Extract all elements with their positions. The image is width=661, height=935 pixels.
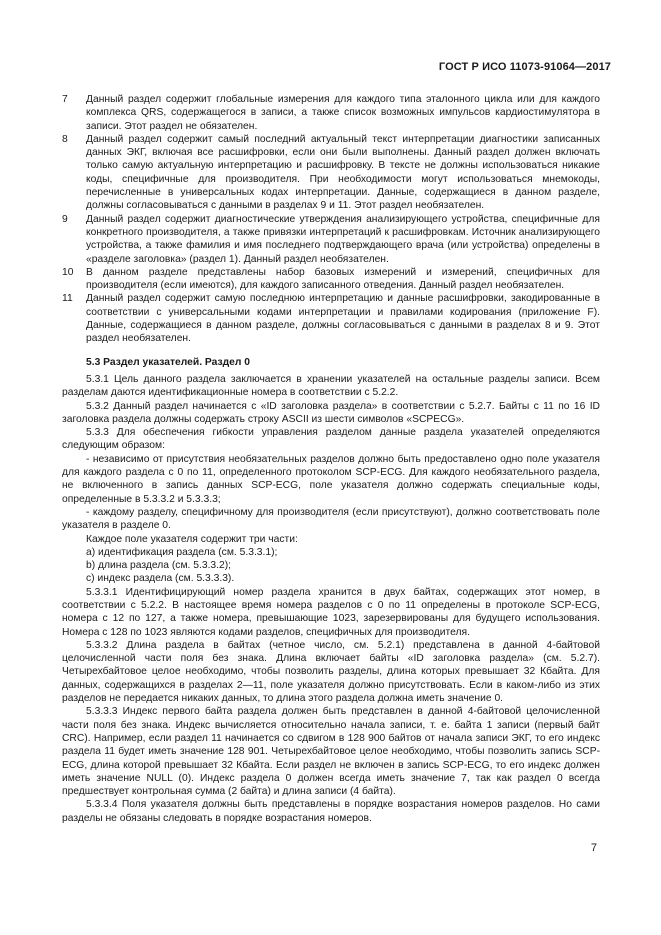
paragraph: 5.3.3.2 Длина раздела в байтах (четное число, см. 5.2.1) представлена в данной 4-байтовой целочисленной части поля без знака. Длина включает байты «ID заголовка раздела» (см. 5.2.7). Четырехбайтовое целое необходимо, чтобы позволить разделы, длина которых превышает 32 Кбайта. Для данных, содержащихся в разделах 2—11, поле указателя должно присутствовать. Если в каком-либо из этих разделов не передается никаких данных, то длина этого раздела должна иметь значение 0. [62, 639, 600, 705]
list-item-number: 8 [62, 133, 68, 145]
paragraph: с) индекс раздела (см. 5.3.3.3). [86, 573, 235, 585]
paragraph: 5.3.3.3 Индекс первого байта раздела должен быть представлен в данной 4-байтовой целочисленной части поля без знака. Индекс вычисляется относительно начала записи, т. е. байта 1 записи (первый байт CRC). Например, если раздел 11 начинается со сдвигом в 128 900 байтов от начала записи ЭКГ, то его индекс раздела 11 будет иметь значение 128 901. Четырехбайтовое целое необходимо, чтобы позволить запись SCP-ECG, длина которой превышает 32 Кбайта. Если раздел не включен в запись SCP-ECG, то его индекс должен иметь значение NULL (0). Индекс раздела 0 должен всегда иметь значение 7, так как раздел 0 всегда предшествует контрольная сумма (2 байта) и длина записи (4 байта). [62, 706, 600, 798]
list-item-number: 10 [62, 266, 74, 278]
paragraph: 5.3.1 Цель данного раздела заключается в хранении указателей на остальные разделы записи. Всем разделам даются идентификационные номера в соответствии с 5.2.2. [62, 373, 600, 399]
list-item-number: 7 [62, 94, 68, 105]
document-header: ГОСТ Р ИСО 11073-91064—2017 [438, 61, 611, 73]
paragraph: 5.3.3.1 Идентифицирующий номер раздела хранится в двух байтах, содержащих этот номер, в соответствии с 5.2.2. В настоящее время номера разделов с 0 по 11 определены в протоколе SCP-ECG, номера с 12 по 127, а также номера, превышающие 1023, зарезервированы для будущего использования. Номера с 128 по 1023 являются кодами разделов, специфичных для производителя. [62, 586, 600, 638]
list-item-text: Данный раздел содержит диагностические утверждения анализирующего устройства, специфичные для конкретного производителя, а также привязки интерпретаций к расшифровкам. Источник анализирующего устройства, а также фамилия и имя последнего подтверждающего врача (или устройства) определены в «разделе заголовка» (раздел 1). Данный раздел необязателен. [86, 213, 600, 265]
paragraph: а) идентификация раздела (см. 5.3.3.1); [86, 546, 278, 558]
paragraph: - независимо от присутствия необязательных разделов должно быть предоставлено одно поле указателя для каждого раздела с 0 по 11, определенного протоколом SCP-ECG. Для каждого необязательного раздела, не включенного в запись данных SCP-ECG, поле указателя должно содержать специальные коды, определенные в 5.3.3.2 и 5.3.3.3; [62, 453, 600, 505]
list-item-number: 11 [62, 293, 73, 305]
paragraph: 5.3.2 Данный раздел начинается с «ID заголовка раздела» в соответствии с 5.2.7. Байты с 11 по 16 ID заголовка раздела должны содержать строку ASCII из шести символов «SCPECG». [62, 400, 600, 425]
list-item-text: Данный раздел содержит самую последнюю интерпретацию и данные расшифровки, закодированные в соответствии с универсальными кодами интерпретации и правилами кодирования (приложение F). Данные, содержащиеся в данном разделе, должны согласовываться с данными в разделах 8 и 9. Этот раздел необязателен. [86, 293, 600, 345]
list-item [62, 266, 600, 293]
page-number: 7 [590, 842, 597, 854]
list-item [62, 133, 600, 213]
list-item [62, 93, 600, 133]
list-item [62, 292, 600, 345]
list-item-number: 9 [62, 213, 68, 225]
list-item-text: Данный раздел содержит глобальные измерения для каждого типа эталонного цикла или для каждого комплекса QRS, содержащегося в записи, а также список возможных импульсов кардиостимулятора в записи. Этот раздел не обязателен. [86, 94, 600, 132]
paragraph: 5.3.3 Для обеспечения гибкости управления разделом данные раздела указателей определяются следующим образом: [62, 427, 600, 452]
paragraph: b) длина раздела (см. 5.3.3.2); [86, 560, 232, 572]
list-item [62, 213, 600, 266]
section-heading: 5.3 Раздел указателей. Раздел 0 [86, 356, 251, 368]
paragraph: Каждое поле указателя содержит три части: [86, 533, 298, 545]
list-item-text: Данный раздел содержит самый последний актуальный текст интерпретации диагностики записанных данных ЭКГ, включая все расшифровки, если они были выполнены. Данный раздел должен включать только самую актуальную интерпретацию и расшифровку. В тексте не должны использоваться никакие коды, специфичные для производителя. При необходимости могут использоваться мнемокоды, перечисленные в универсальных кодах интерпретации. Данные, содержащиеся в данном разделе, должны согласовываться с данными в разделах 9 и 11. Этот раздел необязателен. [86, 133, 600, 212]
paragraph: 5.3.3.4 Поля указателя должны быть представлены в порядке возрастания номеров разделов. Но сами разделы не обязаны следовать в порядке возрастания номеров. [62, 799, 600, 824]
paragraph: - каждому разделу, специфичному для производителя (если присутствуют), должно соответствовать поле указателя в разделе 0. [62, 506, 600, 532]
list-item-text: В данном разделе представлены набор базовых измерений и измерений, специфичных для производителя (если имеются), для каждого записанного отведения. Данный раздел необязателен. [86, 266, 600, 292]
page-content [62, 93, 600, 825]
